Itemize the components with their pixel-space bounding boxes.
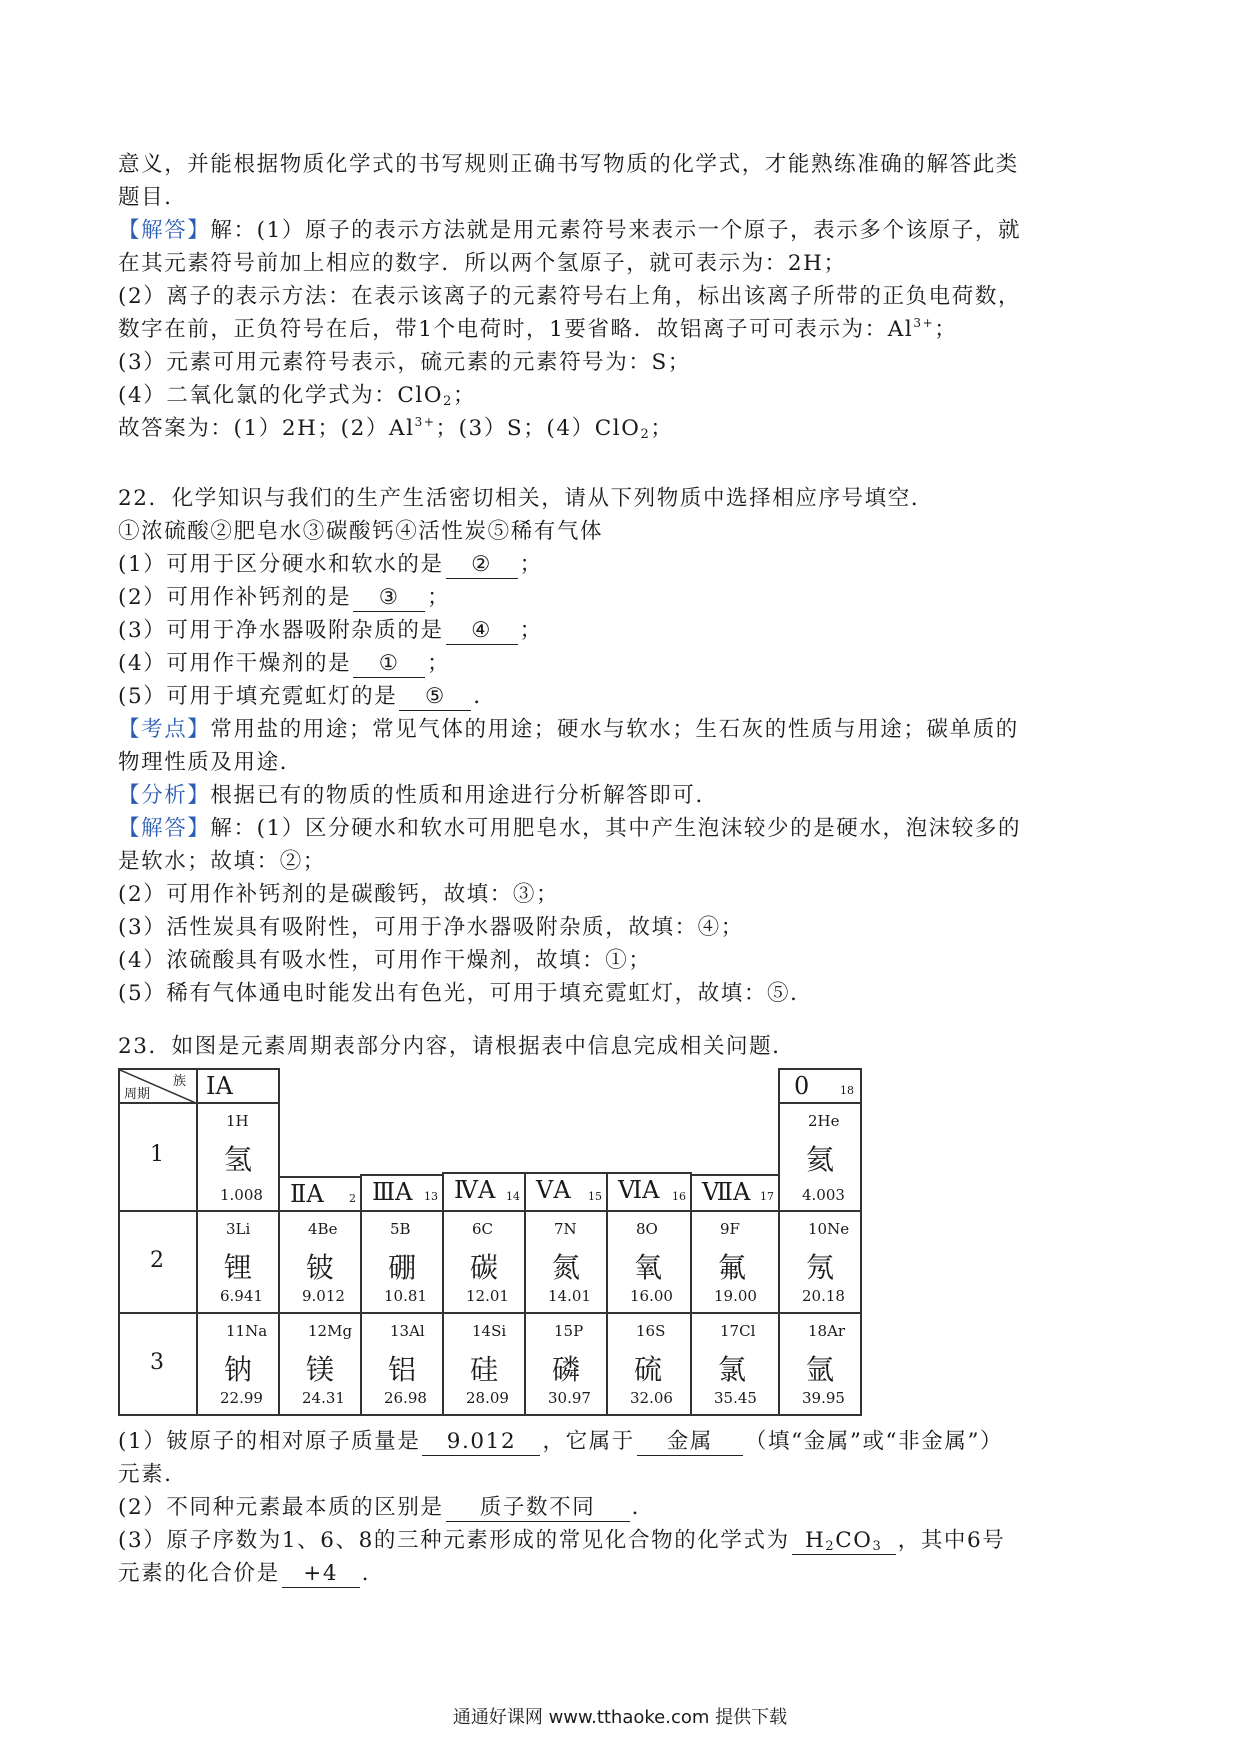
element-symbol: 14Si: [472, 1322, 507, 1340]
q22-item-text: (1）可用于区分硬水和软水的是: [118, 552, 444, 577]
group-label: 0: [794, 1072, 810, 1100]
q23-p2-end: ．: [631, 1495, 655, 1520]
fenxi-tag: 【分析】: [118, 783, 211, 808]
q23-p3-end: ．: [361, 1561, 385, 1586]
q22-jieda-6: (5）稀有气体通电时能发出有色光，可用于填充霓虹灯，故填：⑤．: [118, 981, 814, 1006]
element-mass: 4.003: [802, 1186, 845, 1204]
element-mass: 35.45: [714, 1389, 757, 1407]
group-header-2a: [278, 1176, 362, 1212]
element-mass: 28.09: [466, 1389, 509, 1407]
element-symbol: 16S: [636, 1322, 666, 1340]
q23-p1-text: (1）铍原子的相对原子质量是: [118, 1429, 421, 1454]
answer-blank: [792, 1528, 896, 1555]
q21-line-3: 解：(1）原子的表示方法就是用元素符号来表示一个原子，表示多个该原子，就: [210, 218, 1022, 243]
kaodian-tag: 【考点】: [118, 717, 211, 742]
q21-summary-b: ；(3）S；(4）ClO: [435, 416, 641, 441]
element-name: 硅: [470, 1353, 499, 1386]
period-2-cell: [118, 1210, 198, 1314]
element-cell-al: [360, 1312, 444, 1416]
element-cell-na: [196, 1312, 280, 1416]
q21-line-6: [118, 315, 1128, 345]
element-mass: 19.00: [714, 1287, 757, 1305]
q22-item-1: [118, 550, 1128, 580]
group-label: ⅢA: [372, 1178, 413, 1206]
q22-jieda-3: (2）可用作补钙剂的是碳酸钙，故填：③；: [118, 882, 560, 907]
q22-fenxi: [118, 781, 1128, 811]
group-header-3a: [360, 1174, 444, 1212]
group-number: 14: [506, 1190, 520, 1203]
element-mass: 12.01: [466, 1287, 509, 1305]
element-mass: 20.18: [802, 1287, 845, 1305]
element-symbol: 10Ne: [808, 1220, 850, 1238]
header-zhouqi: 周期: [124, 1087, 151, 1102]
q21-line-8-end: ；: [453, 383, 477, 408]
element-mass: 10.81: [384, 1287, 427, 1305]
element-symbol: 11Na: [226, 1322, 268, 1340]
q22-item-text: (4）可用作干燥剂的是: [118, 651, 352, 676]
element-name: 硼: [388, 1251, 417, 1284]
element-symbol: 4Be: [308, 1220, 338, 1238]
group-label: ⅠA: [206, 1072, 233, 1100]
q23-p1-hint: （填“金属”或“非金属”）: [744, 1429, 1004, 1454]
element-cell-p: [524, 1312, 608, 1416]
q23-stem: 23．如图是元素周期表部分内容，请根据表中信息完成相关问题．: [118, 1034, 796, 1059]
answer-blank: ⑤: [399, 684, 471, 711]
element-cell-o: [606, 1210, 692, 1314]
q23-part-3-cont: [118, 1559, 1128, 1589]
diagonal-line: [120, 1070, 198, 1104]
element-name: 氦: [806, 1143, 835, 1176]
element-cell-be: [278, 1210, 362, 1314]
q21-line-2: 题目．: [118, 185, 188, 210]
period-3-cell: [118, 1312, 198, 1416]
element-name: 氟: [718, 1251, 747, 1284]
q22-item-end: ；: [519, 552, 543, 577]
element-name: 氩: [806, 1353, 835, 1386]
formula-part: CO: [835, 1528, 873, 1553]
group-label: ⅦA: [702, 1178, 751, 1206]
period-label: 2: [150, 1248, 164, 1273]
q21-line-6-text: 数字在前，正负符号在后，带1个电荷时，1要省略．故铝离子可可表示为：Al: [118, 317, 914, 342]
q23-p2-text: (2）不同种元素最本质的区别是: [118, 1495, 444, 1520]
period-label: 3: [150, 1350, 164, 1375]
element-name: 铝: [388, 1353, 417, 1386]
group-number: 18: [840, 1084, 854, 1097]
period-1-cell: [118, 1102, 198, 1212]
element-symbol: 9F: [720, 1220, 740, 1238]
q22-item-text: (2）可用作补钙剂的是: [118, 585, 352, 610]
q21-line-1: 意义，并能根据物质化学式的书写规则正确书写物质的化学式，才能熟练准确的解答此类: [118, 152, 1019, 177]
charge-superscript: 3+: [913, 316, 935, 330]
q22-item-text: (5）可用于填充霓虹灯的是: [118, 684, 398, 709]
formula-part: H: [805, 1528, 826, 1553]
q23-p3-text: (3）原子序数为1、6、8的三种元素形成的常见化合物的化学式为: [118, 1528, 790, 1553]
subscript: 2: [443, 394, 453, 409]
q22-stem: 22．化学知识与我们的生产生活密切相关，请从下列物质中选择相应序号填空．: [118, 486, 934, 511]
element-name: 碳: [470, 1251, 499, 1284]
group-label: ⅥA: [618, 1176, 660, 1204]
answer-tag: 【解答】: [118, 218, 211, 243]
q22-options: ①浓硫酸②肥皂水③碳酸钙④活性炭⑤稀有气体: [118, 519, 604, 544]
element-cell-n: [524, 1210, 608, 1314]
element-cell-mg: [278, 1312, 362, 1416]
q21-summary-c: ；: [650, 416, 674, 441]
kaodian-text: 常用盐的用途；常见气体的用途；硬水与软水；生石灰的性质与用途；碳单质的: [210, 717, 1019, 742]
element-symbol: 2He: [808, 1112, 840, 1130]
q22-kaodian-2: 物理性质及用途．: [118, 750, 303, 775]
q21-summary-a: 故答案为：(1）2H；(2）Al: [118, 416, 415, 441]
element-cell-si: [442, 1312, 526, 1416]
q21-line-5: (2）离子的表示方法：在表示该离子的元素符号右上角，标出该离子所带的正负电荷数，: [118, 284, 1022, 309]
element-mass: 1.008: [220, 1186, 263, 1204]
q23-p1-mid: ，它属于: [542, 1429, 635, 1454]
element-cell-he: [778, 1102, 862, 1212]
element-symbol: 5B: [390, 1220, 411, 1238]
period-label: 1: [150, 1142, 164, 1167]
element-symbol: 15P: [554, 1322, 584, 1340]
q22-item-end: ．: [473, 684, 497, 709]
subscript: 2: [640, 427, 651, 442]
element-mass: 9.012: [302, 1287, 345, 1305]
element-cell-f: [690, 1210, 780, 1314]
q23-part-3: [118, 1526, 1128, 1556]
header-zu: 族: [172, 1074, 186, 1089]
element-cell-cl: [690, 1312, 780, 1416]
element-mass: 22.99: [220, 1389, 263, 1407]
answer-blank: ②: [446, 552, 518, 579]
subscript: 3: [872, 1539, 883, 1554]
q22-item-end: ；: [519, 618, 543, 643]
q22-kaodian: [118, 715, 1128, 745]
element-name: 氧: [634, 1251, 663, 1284]
element-symbol: 6C: [472, 1220, 494, 1238]
element-symbol: 7N: [554, 1220, 577, 1238]
element-cell-ne: [778, 1210, 862, 1314]
q23-part-1-cont: 元素．: [118, 1462, 188, 1487]
element-mass: 32.06: [630, 1389, 673, 1407]
group-header-6a: [606, 1172, 692, 1212]
element-mass: 26.98: [384, 1389, 427, 1407]
element-symbol: 12Mg: [308, 1322, 353, 1340]
jieda-tag: 【解答】: [118, 816, 211, 841]
q23-part-2: [118, 1493, 1128, 1523]
element-cell-h: [196, 1102, 280, 1212]
element-name: 氯: [718, 1353, 747, 1386]
answer-blank: 9.012: [422, 1429, 540, 1456]
q22-jieda-5: (4）浓硫酸具有吸水性，可用作干燥剂，故填：①；: [118, 948, 652, 973]
element-symbol: 18Ar: [808, 1322, 846, 1340]
q22-item-3: [118, 616, 1128, 646]
group-header-7a: [690, 1174, 780, 1212]
group-header-1a: [196, 1068, 280, 1104]
group-label: ⅡA: [290, 1180, 324, 1208]
element-name: 硫: [634, 1353, 663, 1386]
q22-item-4: [118, 649, 1128, 679]
q21-line-8-text: (4）二氧化氯的化学式为：ClO: [118, 383, 444, 408]
element-name: 钠: [224, 1353, 253, 1386]
answer-blank: +4: [282, 1561, 360, 1588]
q21-line-6-end: ；: [934, 317, 958, 342]
element-name: 锂: [224, 1251, 253, 1284]
element-name: 磷: [552, 1353, 581, 1386]
fenxi-text: 根据已有的物质的性质和用途进行分析解答即可．: [210, 783, 719, 808]
element-name: 镁: [306, 1353, 335, 1386]
element-mass: 30.97: [548, 1389, 591, 1407]
element-name: 氢: [224, 1143, 253, 1176]
element-symbol: 8O: [636, 1220, 658, 1238]
element-name: 氮: [552, 1251, 581, 1284]
element-mass: 6.941: [220, 1287, 263, 1305]
element-symbol: 1H: [226, 1112, 249, 1130]
q22-jieda-2: 是软水；故填：②；: [118, 849, 326, 874]
group-header-0: [778, 1068, 862, 1104]
element-cell-s: [606, 1312, 692, 1416]
table-corner-header: [118, 1068, 198, 1104]
group-label: ⅣA: [454, 1176, 496, 1204]
element-name: 铍: [306, 1251, 335, 1284]
q22-jieda-4: (3）活性炭具有吸附性，可用于净水器吸附杂质，故填：④；: [118, 915, 744, 940]
group-label: ⅤA: [536, 1176, 571, 1204]
q22-item-2: [118, 583, 1128, 613]
answer-blank: ④: [446, 618, 518, 645]
group-number: 17: [760, 1190, 774, 1203]
q21-answer-line: [118, 216, 1128, 246]
group-number: 2: [349, 1192, 356, 1205]
q23-p3-text-2: 元素的化合价是: [118, 1561, 280, 1586]
element-symbol: 13Al: [390, 1322, 425, 1340]
element-mass: 39.95: [802, 1389, 845, 1407]
q22-item-end: ；: [427, 585, 451, 610]
element-mass: 14.01: [548, 1287, 591, 1305]
periodic-table: [118, 1068, 866, 1424]
element-cell-ar: [778, 1312, 862, 1416]
element-mass: 16.00: [630, 1287, 673, 1305]
group-number: 16: [672, 1190, 686, 1203]
q23-p3-mid: ，其中6号: [897, 1528, 1006, 1553]
group-header-5a: [524, 1172, 608, 1212]
charge-superscript: 3+: [414, 415, 436, 429]
group-number: 13: [424, 1190, 438, 1203]
element-cell-c: [442, 1210, 526, 1314]
page-footer: 通通好课网 www.tthaoke.com 提供下载: [452, 1707, 788, 1728]
element-cell-li: [196, 1210, 280, 1314]
subscript: 2: [825, 1539, 836, 1554]
q21-line-7: (3）元素可用元素符号表示，硫元素的元素符号为：S；: [118, 350, 691, 375]
group-number: 15: [588, 1190, 602, 1203]
element-name: 氖: [806, 1251, 835, 1284]
q23-part-1: [118, 1427, 1128, 1457]
group-header-4a: [442, 1172, 526, 1212]
element-cell-b: [360, 1210, 444, 1314]
answer-blank: ①: [353, 651, 425, 678]
q22-jieda: [118, 814, 1128, 844]
q22-item-text: (3）可用于净水器吸附杂质的是: [118, 618, 444, 643]
q21-line-4: 在其元素符号前加上相应的数字．所以两个氢原子，就可表示为：2H；: [118, 251, 847, 276]
q22-item-5: [118, 682, 1128, 712]
answer-blank: ③: [353, 585, 425, 612]
q21-summary: [118, 414, 1128, 444]
element-symbol: 17Cl: [720, 1322, 756, 1340]
jieda-text: 解：(1）区分硬水和软水可用肥皂水，其中产生泡沫较少的是硬水，泡沫较多的: [210, 816, 1022, 841]
answer-blank: 金属: [637, 1429, 743, 1456]
q22-item-end: ；: [427, 651, 451, 676]
element-symbol: 3Li: [226, 1220, 251, 1238]
element-mass: 24.31: [302, 1389, 345, 1407]
q21-line-8: [118, 381, 1128, 411]
answer-blank: 质子数不同: [446, 1495, 630, 1522]
